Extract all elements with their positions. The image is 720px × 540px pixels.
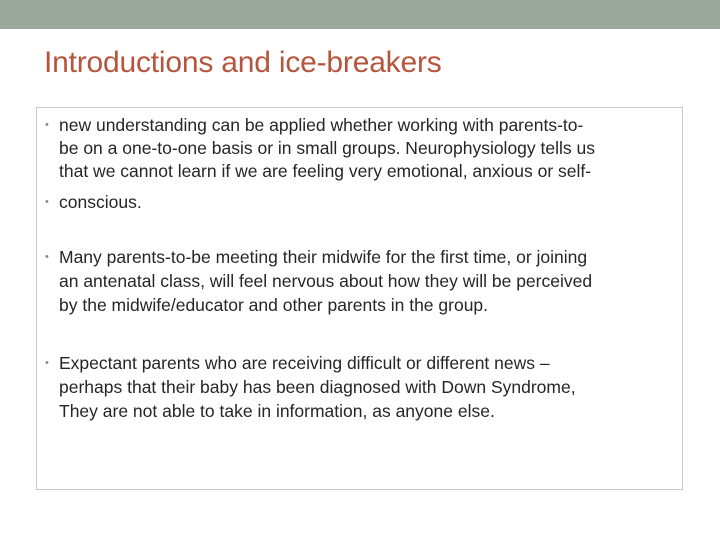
bullet-3-line-3: by the midwife/educator and other parents in the group. (59, 295, 489, 315)
bullet-marker: • (45, 251, 49, 263)
bullet-1-line-1: new understanding can be applied whether working with parents-to- (59, 115, 584, 135)
bullet-marker: • (45, 119, 49, 131)
slide-title: Introductions and ice-breakers (44, 46, 442, 79)
bullet-3-line-2: an antenatal class, will feel nervous about how they will be perceived (59, 271, 593, 291)
bullet-1-line-2: be on a one-to-one basis or in small groups. Neurophysiology tells us (59, 138, 595, 158)
bullet-marker: • (45, 357, 49, 369)
bullet-4-line-3: They are not able to take in information, as anyone else. (59, 401, 495, 421)
bullet-marker: • (45, 196, 49, 208)
bullet-4-line-2: perhaps that their baby has been diagnosed with Down Syndrome, (59, 377, 576, 397)
top-accent-bar (0, 0, 720, 29)
bullet-2-line-1: conscious. (59, 192, 142, 212)
bullet-3-line-1: Many parents-to-be meeting their midwife for the first time, or joining (59, 247, 588, 267)
bullet-4-line-1: Expectant parents who are receiving difficult or different news – (59, 353, 550, 373)
bullet-1-line-3: that we cannot learn if we are feeling very emotional, anxious or self- (59, 161, 592, 181)
